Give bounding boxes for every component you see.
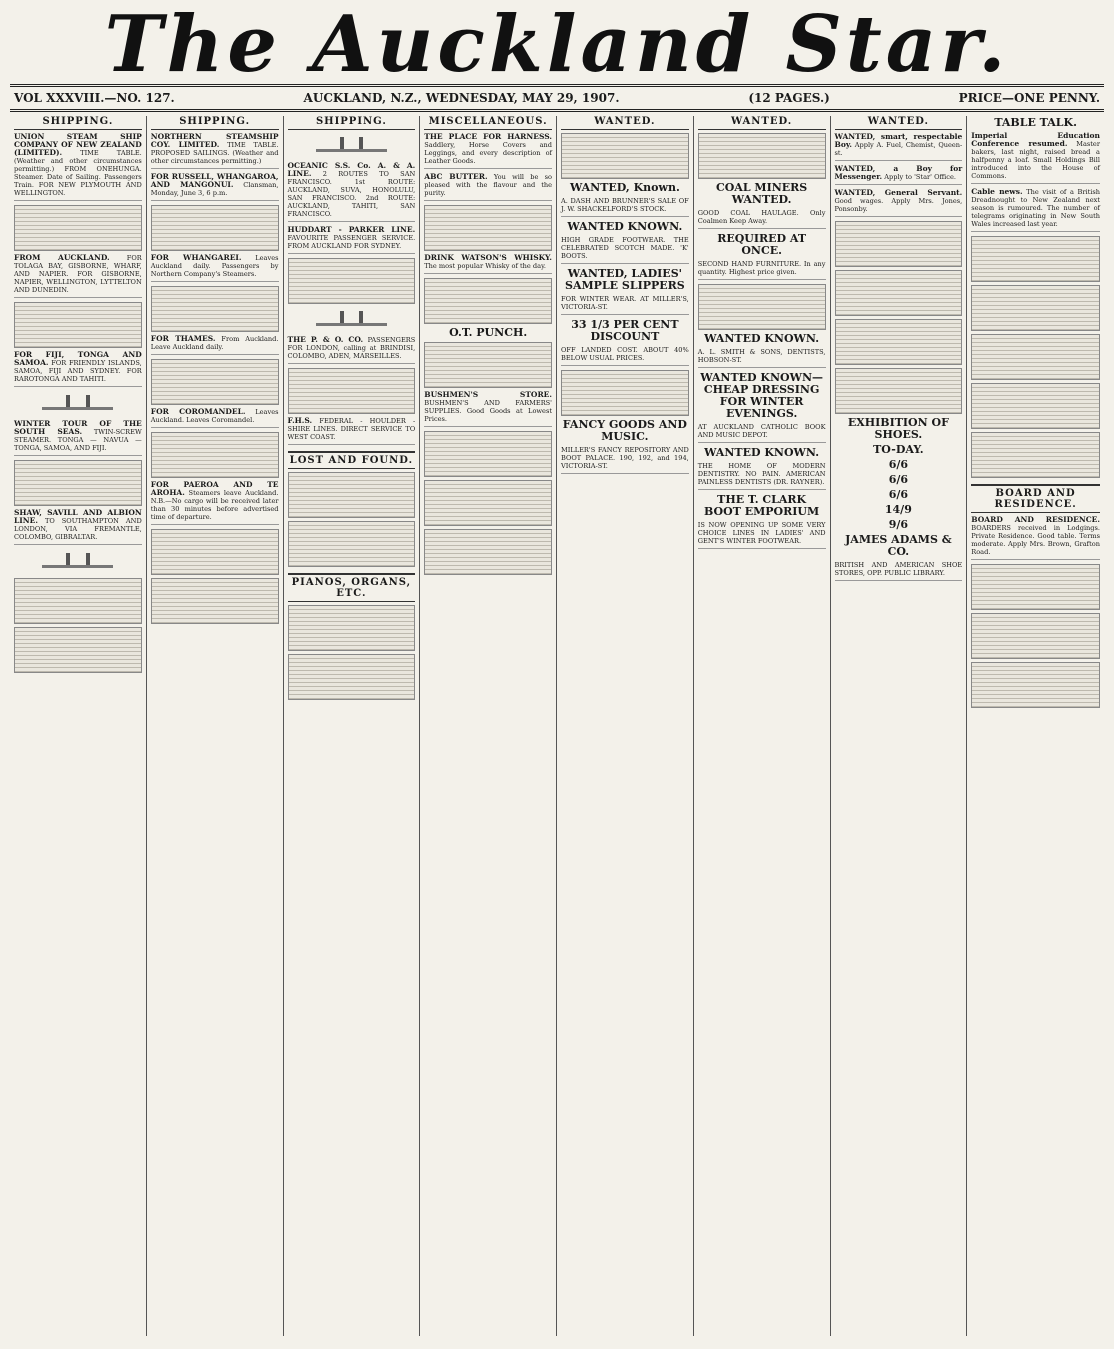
advert-body: Clansman, Monday, June 3, 6 p.m.	[150, 181, 279, 197]
advert-body: The visit of a British Dreadnought to New Zealand next season is rumoured. The number of telegrams originating in New South Wales increased last year.	[971, 188, 1100, 228]
advert-lead: FOR THAMES.	[150, 334, 216, 343]
classified-block	[835, 319, 963, 365]
advert	[835, 189, 963, 217]
classified-block	[971, 662, 1100, 708]
advert	[971, 516, 1100, 560]
column-heading: MISCELLANEOUS.	[424, 116, 552, 130]
timetable-block	[14, 460, 142, 506]
news-block	[971, 236, 1100, 282]
timetable-block	[288, 368, 416, 414]
advert	[14, 254, 142, 298]
shoe-exhibition-today: TO-DAY.	[873, 443, 924, 456]
advert	[151, 481, 279, 525]
shoe-price: 6/6	[888, 488, 909, 501]
classified-block	[835, 221, 963, 267]
classified-block	[424, 342, 552, 388]
advert-body: Good wages. Apply Mrs. Jones, Ponsonby.	[834, 197, 963, 213]
advert	[14, 133, 142, 201]
timetable-block	[14, 302, 142, 348]
advert-body: Apply A. Fuel, Chemist, Queen-st.	[834, 141, 963, 157]
advert-body: BUSHMEN'S AND FARMERS' SUPPLIES. Good Goods at Lowest Prices.	[424, 399, 552, 423]
advert-lead: THE PLACE FOR HARNESS.	[424, 132, 552, 141]
price: PRICE—ONE PENNY.	[958, 91, 1100, 105]
timetable-block	[151, 529, 279, 575]
steamship-icon	[300, 307, 402, 333]
section-heading: LOST AND FOUND.	[288, 451, 416, 469]
advert-body: A. DASH AND BRUNNER'S SALE OF J. W. SHACKELFORD'S STOCK.	[561, 197, 689, 217]
advert-body: OFF LANDED COST. ABOUT 40% BELOW USUAL PRICES.	[561, 346, 689, 366]
advert-body: MILLER'S FANCY REPOSITORY AND BOOT PALACE. 190, 192, and 194, VICTORIA-ST.	[561, 446, 689, 474]
advert	[14, 351, 142, 387]
advert	[151, 335, 279, 355]
advert-lead: WANTED, smart, respectable Boy.	[834, 132, 963, 149]
advert-body: PASSENGERS FOR LONDON, calling at BRINDISI, COLOMBO, ADEN, MARSEILLES.	[287, 336, 416, 360]
advert-lead: NORTHERN STEAMSHIP COY. LIMITED.	[150, 132, 279, 149]
masthead	[10, 0, 1104, 90]
advert-body: You will be so pleased with the flavour and the purity.	[424, 173, 552, 197]
advert-body: Master bakers, last night, raised bread a halfpenny a loaf. Small Holdings Bill introduced into the House of Commons.	[971, 140, 1100, 180]
advert-headline: THE T. CLARK BOOT EMPORIUM	[704, 493, 820, 518]
advert-body: Leaves Auckland. Leaves Coromandel.	[150, 408, 279, 424]
timetable-block	[151, 359, 279, 405]
advert-body: FOR WINTER WEAR. AT MILLER'S, VICTORIA-ST.	[561, 295, 689, 315]
advert	[151, 408, 279, 428]
advert	[288, 336, 416, 364]
classified-block	[971, 613, 1100, 659]
advert-body: 2 ROUTES TO SAN FRANCISCO. 1st ROUTE: AUCKLAND, SUVA, HONOLULU, SAN FRANCISCO. 2nd ROUTE: AUCKLAND, TAHITI, SAN FRANCISCO.	[287, 170, 416, 218]
column-6	[694, 116, 831, 1336]
advert	[835, 133, 963, 161]
shoe-exhibition-title: EXHIBITION OF SHOES.	[847, 416, 949, 441]
shoe-price: 6/6	[888, 473, 909, 486]
advert	[14, 509, 142, 545]
advert-body: IS NOW OPENING UP SOME VERY CHOICE LINES IN LADIES' AND GENT'S WINTER FOOTWEAR.	[698, 521, 826, 549]
advert	[288, 226, 416, 254]
advert-lead: FOR PAEROA AND TE AROHA.	[150, 480, 279, 497]
advert-lead: THE P. & O. CO.	[287, 335, 364, 344]
page-count: (12 PAGES.)	[748, 91, 830, 105]
advert	[151, 133, 279, 169]
advert-body: Steamers leave Auckland. N.B.—No cargo will be received later than 30 minutes before advertised time of departure.	[150, 489, 279, 521]
advert-body: TWIN-SCREW STEAMER. TONGA — NAVUA — TONGA, SAMOA, AND FIJI.	[14, 428, 142, 452]
advert-body: FAVOURITE PASSENGER SERVICE. FROM AUCKLAND FOR SYDNEY.	[287, 234, 416, 250]
classified-block	[424, 278, 552, 324]
advert-body: GOOD COAL HAULAGE. Only Coalmen Keep Away.	[698, 209, 826, 229]
column-7	[831, 116, 968, 1336]
advert-body: HIGH GRADE FOOTWEAR. THE CELEBRATED SCOTCH MADE. 'K' BOOTS.	[561, 236, 689, 264]
news-block	[971, 432, 1100, 478]
advert-body: FOR FRIENDLY ISLANDS, SAMOA, FIJI AND SYDNEY. FOR RAROTONGA AND TAHITI.	[14, 359, 142, 383]
advert-body: BOARDERS received in Lodgings. Private Residence. Good table. Terms moderate. Apply Mrs. Brown, Grafton Road.	[971, 524, 1100, 556]
timetable-block	[151, 286, 279, 332]
shoe-price: 6/6	[888, 458, 909, 471]
timetable-block	[288, 258, 416, 304]
advert-body: Apply to 'Star' Office.	[884, 173, 956, 181]
column-5	[557, 116, 694, 1336]
advert-body: THE HOME OF MODERN DENTISTRY. NO PAIN. AMERICAN PAINLESS DENTISTS (DR. RAYNER).	[698, 462, 826, 490]
column-1	[10, 116, 147, 1336]
advert-lead: FOR COROMANDEL.	[150, 407, 246, 416]
advert-lead: FOR FIJI, TONGA AND SAMOA.	[14, 350, 142, 367]
classified-block	[561, 370, 689, 416]
section-heading: BOARD AND RESIDENCE.	[971, 484, 1100, 513]
timetable-block	[14, 205, 142, 251]
classified-block	[424, 480, 552, 526]
advert-headline: WANTED KNOWN.	[567, 220, 683, 233]
classified-block	[288, 521, 416, 567]
timetable-block	[14, 578, 142, 624]
classified-block	[561, 133, 689, 179]
column-heading: TABLE TALK.	[994, 116, 1077, 129]
classified-block	[424, 205, 552, 251]
advert-headline: COAL MINERS WANTED.	[715, 181, 808, 206]
advert-body: FEDERAL - HOULDER - SHIRE LINES. DIRECT SERVICE TO WEST COAST.	[287, 417, 416, 441]
advert-body: A. L. SMITH & SONS, DENTISTS, HOBSON-ST.	[698, 348, 826, 368]
timetable-block	[14, 627, 142, 673]
place-date: AUCKLAND, N.Z., WEDNESDAY, MAY 29, 1907.	[303, 91, 620, 105]
advert-body: Leaves Auckland daily. Passengers by Northern Company's Steamers.	[150, 254, 279, 278]
advert	[424, 391, 552, 427]
advert	[971, 188, 1100, 232]
advert-headline: FANCY GOODS AND MUSIC.	[562, 418, 687, 443]
column-heading: WANTED.	[698, 116, 826, 130]
classified-block	[424, 529, 552, 575]
classified-block	[835, 270, 963, 316]
advert-lead: DRINK WATSON'S WHISKY.	[424, 253, 552, 262]
steamship-icon	[300, 133, 402, 159]
column-8	[967, 116, 1104, 1336]
boot-price: 14/9	[884, 503, 912, 516]
advert	[424, 254, 552, 274]
advert-lead: FOR WHANGAREI.	[150, 253, 242, 262]
column-heading: WANTED.	[835, 116, 963, 130]
advert-lead: OCEANIC S.S. Co. A. & A. LINE.	[287, 161, 416, 178]
advert	[151, 173, 279, 201]
timetable-block	[151, 432, 279, 478]
classified-block	[424, 431, 552, 477]
advert-lead: BOARD AND RESIDENCE.	[971, 515, 1100, 524]
column-heading: SHIPPING.	[151, 116, 279, 130]
advert-lead: FROM AUCKLAND.	[14, 253, 110, 262]
advert-body: From Auckland. Leave Auckland daily.	[150, 335, 279, 351]
ship-icon	[27, 391, 129, 417]
advert-lead: HUDDART - PARKER LINE.	[287, 225, 416, 234]
flag-icon	[27, 549, 129, 575]
advert-body: SECOND HAND FURNITURE. In any quantity. Highest price given.	[698, 260, 826, 280]
advert-lead: WANTED, General Servant.	[834, 188, 963, 197]
advert-body: TIME TABLE. PROPOSED SAILINGS. (Weather and other circumstances permitting.)	[150, 141, 279, 165]
classified-block	[835, 368, 963, 414]
timetable-block	[151, 578, 279, 624]
news-block	[971, 383, 1100, 429]
column-3	[284, 116, 421, 1336]
classified-block	[288, 654, 416, 700]
columns	[10, 116, 1104, 1336]
classified-block	[698, 284, 826, 330]
advert-headline: WANTED KNOWN.	[704, 332, 820, 345]
column-heading: SHIPPING.	[288, 116, 416, 130]
timetable-block	[151, 205, 279, 251]
news-block	[971, 334, 1100, 380]
advert-lead: F.H.S.	[287, 416, 313, 425]
advert-body: TIME TABLE. (Weather and other circumstances permitting.) FROM ONEHUNGA. Steamer. Date of Sailing. Passengers Train. FOR NEW PLYMOUTH AND WELLINGTON.	[14, 149, 142, 197]
classified-block	[698, 133, 826, 179]
advert-lead: Imperial Education Conference resumed.	[971, 131, 1100, 148]
classified-block	[971, 564, 1100, 610]
advert-lead: UNION STEAM SHIP COMPANY OF NEW ZEALAND (LIMITED).	[14, 132, 142, 157]
advert-body: The most popular Whisky of the day.	[424, 262, 547, 270]
boot-price: 9/6	[888, 518, 909, 531]
advert-headline: WANTED KNOWN.	[704, 446, 820, 459]
advert-headline: REQUIRED AT ONCE.	[717, 232, 807, 257]
volume-number: VOL XXXVIII.—NO. 127.	[14, 91, 175, 105]
advert	[288, 417, 416, 445]
advert-lead: WANTED, a Boy for Messenger.	[834, 164, 963, 181]
newspaper-title: The Auckland Star.	[104, 0, 1010, 90]
advert-lead: WINTER TOUR OF THE SOUTH SEAS.	[14, 419, 142, 436]
advert	[151, 254, 279, 282]
advert	[971, 132, 1100, 184]
column-4	[420, 116, 557, 1336]
column-2	[147, 116, 284, 1336]
advert	[424, 133, 552, 169]
advert-lead: BUSHMEN'S STORE.	[424, 390, 552, 399]
column-heading: WANTED.	[561, 116, 689, 130]
advert-body: FOR TOLAGA BAY, GISBORNE, WHARF, AND NAPIER. FOR GISBORNE, NAPIER, WELLINGTON, LYTTELTON AND DUNEDIN.	[14, 254, 142, 294]
section-heading: PIANOS, ORGANS, ETC.	[288, 573, 416, 602]
advert-body: AT AUCKLAND CATHOLIC BOOK AND MUSIC DEPOT.	[698, 423, 826, 443]
advert-lead: Cable news.	[971, 187, 1023, 196]
advert	[14, 420, 142, 456]
advert-lead: FOR RUSSELL, WHANGAROA, AND MANGONUI.	[150, 172, 279, 189]
advert-headline: WANTED, LADIES' SAMPLE SLIPPERS	[565, 267, 685, 292]
classified-block	[288, 472, 416, 518]
discount-headline: 33 1/3 PER CENT DISCOUNT	[571, 318, 679, 343]
advert	[835, 165, 963, 185]
column-heading: SHIPPING.	[14, 116, 142, 130]
advert-body: TO SOUTHAMPTON AND LONDON, VIA FREMANTLE, COLOMBO, GIBRALTAR.	[14, 517, 142, 541]
advert-headline: JAMES ADAMS & CO.	[845, 533, 952, 558]
advert-headline: O.T. PUNCH.	[449, 326, 528, 339]
advert-body: Saddlery, Horse Covers and Leggings, and every description of Leather Goods.	[424, 141, 552, 165]
classified-block	[288, 605, 416, 651]
advert	[424, 173, 552, 201]
advert-headline: WANTED KNOWN—CHEAP DRESSING FOR WINTER EVENINGS.	[700, 371, 824, 420]
advert-body: BRITISH AND AMERICAN SHOE STORES, OPP. PUBLIC LIBRARY.	[835, 561, 963, 581]
news-block	[971, 285, 1100, 331]
advert-headline: WANTED, Known.	[569, 181, 680, 194]
advert	[288, 162, 416, 222]
advert-lead: SHAW, SAVILL AND ALBION LINE.	[14, 508, 142, 525]
advert-lead: ABC BUTTER.	[424, 172, 488, 181]
